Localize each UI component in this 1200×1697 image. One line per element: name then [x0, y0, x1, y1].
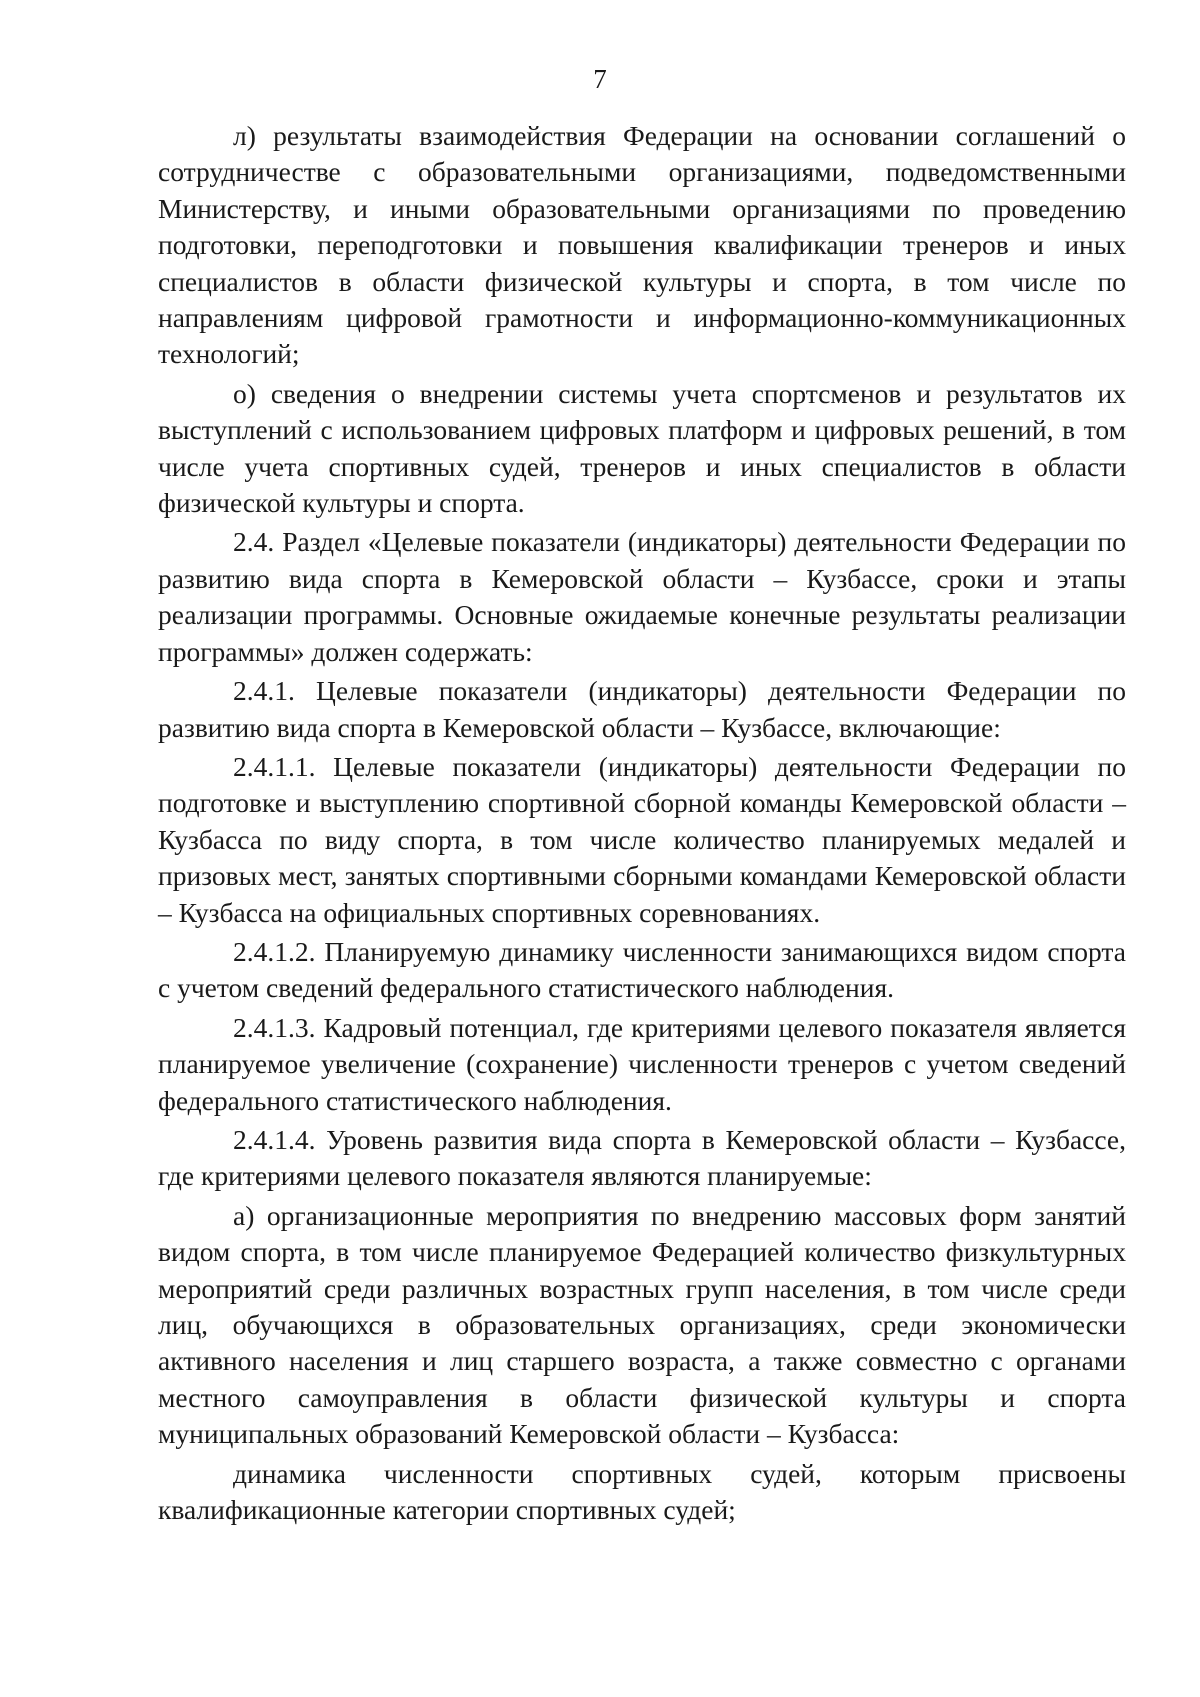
- paragraph-2-4-section-targets: 2.4. Раздел «Целевые показатели (индикаторы) деятельности Федерации по развитию вида спорта в Кемеровской области – Кузбассе, сроки и этапы реализации программы. Основные ожидаемые конечные результаты реализации программы» должен содержать:: [158, 526, 1126, 667]
- paragraph-2-4-1-3-staff-potential: 2.4.1.3. Кадровый потенциал, где критериями целевого показателя является планируемое увеличение (сохранение) численности тренеров с учетом сведений федерального статистического наблюдения.: [158, 1011, 1126, 1116]
- paragraph-2-4-1-2-participation-dynamics: 2.4.1.2. Планируемую динамику численности занимающихся видом спорта с учетом сведений федерального статистического наблюдения.: [158, 935, 1126, 1004]
- paragraph-l-training-results: л) результаты взаимодействия Федерации на основании соглашений о сотрудничестве с образовательными организациями, подведомственными Министерству, и иными образовательными организациями по проведению подготовки, переподготовки и повышения квалификации тренеров и иных специалистов в области физической культуры и спорта, в том числе по направлениям цифровой грамотности и информационно-коммуникационных технологий;: [158, 120, 1126, 370]
- paragraph-a-organizational-events: а) организационные мероприятия по внедрению массовых форм занятий видом спорта, в том числе планируемое Федерацией количество физкультурных мероприятий среди различных возрастных групп населения, в том числе среди лиц, обучающихся в образовательных организациях, среди экономически активного населения и лиц старшего возраста, а также совместно с органами местного самоуправления в области физической культуры и спорта муниципальных образований Кемеровской области – Кузбасса:: [158, 1199, 1126, 1450]
- paragraph-2-4-1-4-development-level: 2.4.1.4. Уровень развития вида спорта в Кемеровской области – Кузбассе, где критериями целевого показателя являются планируемые:: [158, 1123, 1126, 1192]
- paragraph-2-4-1-1-team-indicators: 2.4.1.1. Целевые показатели (индикаторы) деятельности Федерации по подготовке и выступлению спортивной сборной команды Кемеровской области – Кузбасса по виду спорта, в том числе количество планируемых медалей и призовых мест, занятых спортивными сборными командами Кемеровской области – Кузбасса на официальных спортивных соревнованиях.: [158, 750, 1126, 928]
- paragraph-referee-dynamics: динамика численности спортивных судей, которым присвоены квалификационные категории спортивных судей;: [158, 1457, 1126, 1526]
- page-number: 7: [593, 64, 607, 94]
- paragraph-o-athlete-accounting: о) сведения о внедрении системы учета спортсменов и результатов их выступлений с использованием цифровых платформ и цифровых решений, в том числе учета спортивных судей, тренеров и иных специалистов в области физической культуры и спорта.: [158, 377, 1126, 519]
- document-body: [158, 118, 1126, 1528]
- paragraph-2-4-1-target-indicators: 2.4.1. Целевые показатели (индикаторы) деятельности Федерации по развитию вида спорта в Кемеровской области – Кузбассе, включающие:: [158, 675, 1126, 743]
